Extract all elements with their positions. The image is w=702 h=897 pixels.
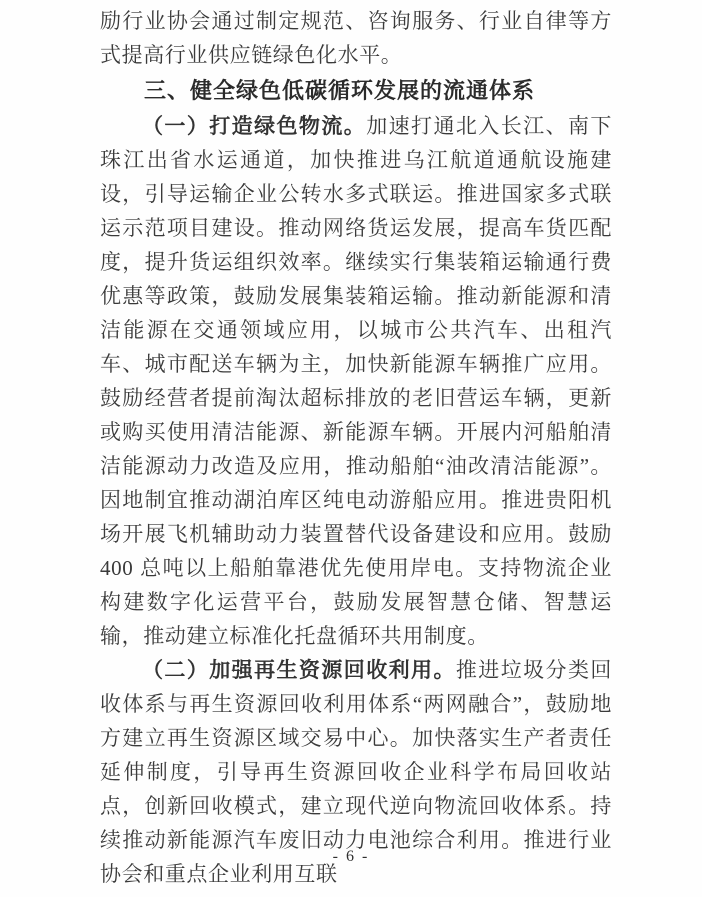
paragraph-lead: （一）打造绿色物流。 bbox=[142, 114, 367, 138]
paragraph-body: 加速打通北入长江、南下珠江出省水运通道，加快推进乌江航道通航设施建设，引导运输企业公转水多式联运。推进国家多式联运示范项目建设。推动网络货运发展，提高车货匹配度，提升货运组织效率。继续实行集装箱运输通行费优惠等政策，鼓励发展集装箱运输。推动新能源和清洁能源在交通领域应用，以城市公共汽车、出租汽车、城市配送车辆为主，加快新能源车辆推广应用。鼓励经营者提前淘汰超标排放的老旧营运车辆，更新或购买使用清洁能源、新能源车辆。开展内河船舶清洁能源动力改造及应用，推动船舶“油改清洁能源”。因地制宜推动湖泊库区纯电动游船应用。推进贵阳机场开展飞机辅助动力装置替代设备建设和应用。鼓励 400 总吨以上船舶靠港优先使用岸电。支持物流企业构建数字化运营平台，鼓励发展智慧仓储、智慧运输，推动建立标准化托盘循环共用制度。 bbox=[100, 114, 612, 648]
paragraph-lead: （二）加强再生资源回收利用。 bbox=[142, 658, 456, 682]
paragraph-body: 推进垃圾分类回收体系与再生资源回收利用体系“两网融合”，鼓励地方建立再生资源区域交易中心。加快落实生产者责任延伸制度，引导再生资源回收企业科学布局回收站点，创新回收模式，建立现代逆向物流回收体系。持续推动新能源汽车废旧动力电池综合利用。推进行业协会和重点企业利用互联 bbox=[100, 658, 612, 886]
paragraph-continuation: 励行业协会通过制定规范、咨询服务、行业自律等方式提高行业供应链绿色化水平。 bbox=[100, 9, 612, 67]
section-heading: 三、健全绿色低碳循环发展的流通体系 bbox=[144, 78, 536, 103]
paragraph-green-logistics bbox=[100, 109, 612, 653]
page-number: - 6 - bbox=[332, 848, 370, 865]
document-content bbox=[100, 4, 612, 891]
